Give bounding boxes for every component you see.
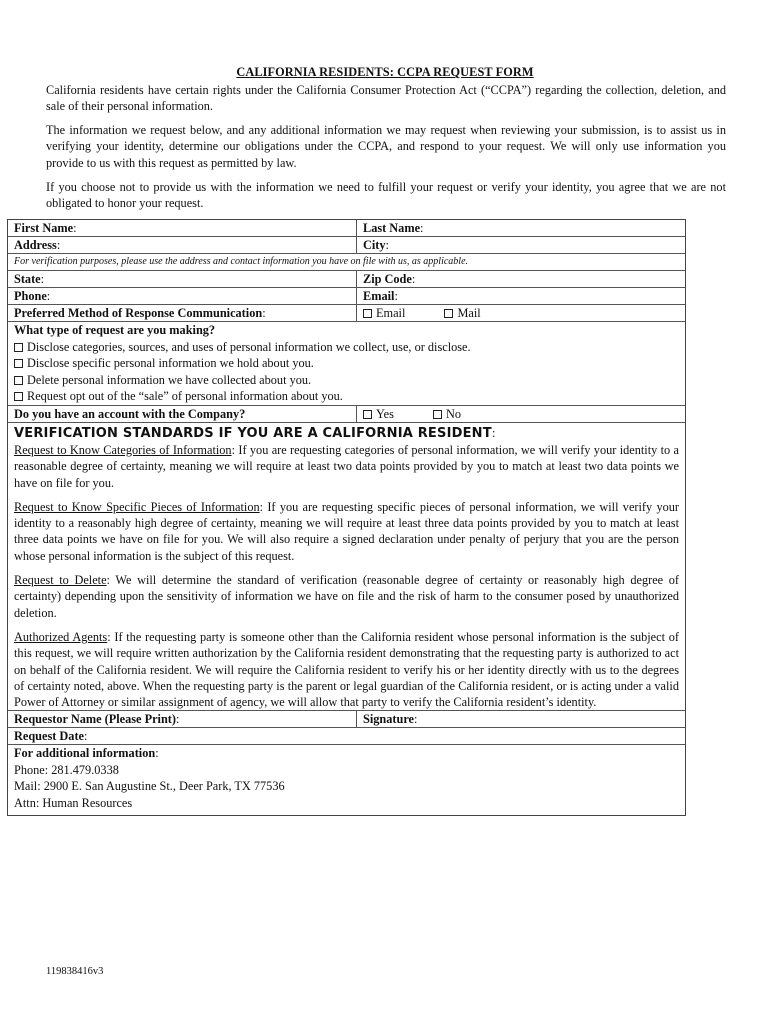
contact-mail: Mail: 2900 E. San Augustine St., Deer Park, TX 77536: [14, 779, 285, 794]
request-option-disclose-categories[interactable]: [14, 339, 679, 356]
phone-label: Phone: [14, 289, 47, 303]
checkbox-icon[interactable]: [363, 410, 372, 419]
checkbox-icon[interactable]: [14, 392, 23, 401]
verification-section-text: : We will determine the standard of verification (reasonable degree of certainty or reasonably high degree of certainty) depending upon the sensitivity of information we have on file and the risk of harm to the consumer posed by unauthorized deletion.: [14, 573, 679, 620]
intro-paragraph-3: [46, 179, 726, 212]
state-field[interactable]: State:: [8, 271, 357, 287]
email-label: Email: [363, 289, 395, 303]
state-label: State: [14, 272, 41, 286]
verification-section-label: Request to Know Specific Pieces of Information: [14, 499, 260, 514]
first-name-field[interactable]: First Name:: [8, 220, 357, 236]
requestor-name-label: Requestor Name (Please Print): [14, 712, 176, 727]
signature-label: Signature: [363, 712, 415, 727]
row-verification-standards: [8, 423, 685, 711]
request-date-label: Request Date: [14, 729, 85, 744]
preferred-method-options: [357, 305, 685, 321]
zip-code-field[interactable]: Zip Code:: [363, 272, 416, 286]
checkbox-icon[interactable]: [363, 309, 372, 318]
row-request-type: [8, 322, 685, 406]
method-email-option[interactable]: [363, 305, 405, 321]
row-address: [8, 237, 685, 254]
requestor-name-field[interactable]: Requestor Name (Please Print):: [8, 711, 357, 727]
checkbox-icon[interactable]: [433, 410, 442, 419]
intro-text-3: If you choose not to provide us with the information we need to fulfill your request or verify your identity, you agree that we are not obligated to honor your request.: [46, 180, 726, 211]
verification-section-label: Request to Know Categories of Information: [14, 442, 232, 457]
checkbox-icon[interactable]: [14, 343, 23, 352]
request-type-block: [8, 322, 685, 405]
intro-paragraph-1: [46, 82, 726, 115]
request-option-opt-out[interactable]: [14, 388, 679, 405]
row-state: [8, 271, 685, 288]
request-option-disclose-specific[interactable]: [14, 355, 679, 372]
verification-section-label: Authorized Agents: [14, 629, 108, 644]
verification-section: [14, 442, 679, 491]
verification-section-text: : If you are requesting categories of personal information, we will verify your identity to a reasonable degree of certainty, meaning we will require at least two data points provided by you to match at least two data points we have on file for you.: [14, 442, 679, 490]
first-name-label: First Name: [14, 221, 74, 235]
address-field[interactable]: Address:: [8, 237, 357, 253]
request-option-label: Disclose specific personal information we hold about you.: [27, 356, 314, 371]
intro-text-1: California residents have certain rights under the California Consumer Protection Act (“CCPA”) regarding the collection, deletion, and sale of their personal information.: [46, 83, 726, 114]
request-option-label: Disclose categories, sources, and uses of personal information we collect, use, or disclose.: [27, 339, 471, 354]
verification-note: For verification purposes, please use the address and contact information you have on file with us, as applicable.: [14, 256, 469, 267]
email-field[interactable]: Email:: [363, 289, 398, 303]
preferred-method-label: Preferred Method of Response Communication: [14, 306, 263, 320]
row-account: [8, 406, 685, 423]
row-preferred-method: [8, 305, 685, 322]
row-phone: [8, 288, 685, 305]
request-option-delete[interactable]: [14, 372, 679, 389]
intro-text-2: The information we request below, and any additional information we may request when reviewing your submission, is to assist us in verifying your identity, determine our obligations under the CCPA, and respond to your request. We will only use information you provide to us with this request as permitted by law.: [46, 123, 726, 170]
account-question: Do you have an account with the Company?: [14, 406, 246, 421]
account-no-label: No: [445, 406, 462, 421]
verification-heading-text: VERIFICATION STANDARDS IF YOU ARE A CALIFORNIA RESIDENT: [14, 425, 492, 441]
checkbox-icon[interactable]: [14, 376, 23, 385]
signature-field[interactable]: Signature:: [363, 712, 418, 727]
contact-attn: Attn: Human Resources: [14, 795, 133, 810]
intro-paragraph-2: [46, 122, 726, 171]
contact-heading: For additional information: [14, 746, 156, 761]
account-options: [357, 406, 685, 422]
city-label: City: [363, 238, 386, 252]
method-mail-label: Mail: [457, 306, 481, 320]
last-name-label: Last Name: [363, 221, 421, 235]
request-date-field[interactable]: Request Date:: [14, 729, 88, 744]
address-label: Address: [14, 238, 57, 252]
verification-standards-block: [8, 423, 685, 710]
account-yes-option[interactable]: [363, 406, 394, 422]
city-field[interactable]: City:: [363, 238, 389, 252]
verification-section: [14, 629, 679, 710]
contact-phone: Phone: 281.479.0338: [14, 762, 119, 777]
document-code: 119838416v3: [46, 966, 104, 977]
verification-section-label: Request to Delete: [14, 573, 107, 588]
phone-field[interactable]: Phone:: [8, 288, 357, 304]
checkbox-icon[interactable]: [444, 309, 453, 318]
verification-section: [14, 572, 679, 621]
verification-section-text: : If you are requesting specific pieces of personal information, we will verify your identity to a reasonably high degree of certainty, meaning we will require at least three data points provided by you to match at least three data points we have on file for you. We will also require a signed declaration under penalty of perjury that you are the person whose personal information is the subject of this request.: [14, 499, 679, 563]
contact-block: For additional information: Phone: 281.479.0338 Mail: 2900 E. San Augustine St., Deer Park, TX 77536 Attn: Human Resources: [8, 745, 685, 815]
row-requestor: [8, 711, 685, 728]
zip-code-label: Zip Code: [363, 272, 412, 286]
request-option-label: Delete personal information we have collected about you.: [27, 372, 312, 387]
row-verification-note: [8, 254, 685, 271]
method-mail-option[interactable]: [444, 305, 480, 321]
method-email-label: Email: [376, 306, 406, 320]
last-name-field[interactable]: Last Name:: [363, 221, 424, 235]
request-form-table: [7, 219, 686, 816]
verification-section-text: : If the requesting party is someone other than the California resident whose personal information is the subject of this request, we will require written authorization by the California resident demonstrating that the requesting party is authorized to act on behalf of the California resident. We will require the California resident to verify his or her identity directly with us to the degrees of certainty noted, above. When the requesting party is the parent or legal guardian of the California resident, or is acting under a valid Power of Attorney or similar assignment of agency, we will allow that party to verify the California resident’s identity.: [14, 629, 679, 710]
account-no-option[interactable]: [433, 406, 461, 422]
account-question-cell: [8, 406, 357, 422]
row-name: [8, 220, 685, 237]
checkbox-icon[interactable]: [14, 359, 23, 368]
row-contact: [8, 745, 685, 815]
verification-heading: VERIFICATION STANDARDS IF YOU ARE A CALIFORNIA RESIDENT:: [14, 424, 496, 441]
verification-section: [14, 499, 679, 564]
form-title: CALIFORNIA RESIDENTS: CCPA REQUEST FORM: [236, 65, 534, 79]
request-option-label: Request opt out of the “sale” of personal information about you.: [27, 389, 343, 404]
request-type-question: What type of request are you making?: [14, 323, 216, 337]
account-yes-label: Yes: [376, 406, 394, 421]
row-request-date: [8, 728, 685, 745]
preferred-method-cell: Preferred Method of Response Communication:: [8, 305, 357, 321]
